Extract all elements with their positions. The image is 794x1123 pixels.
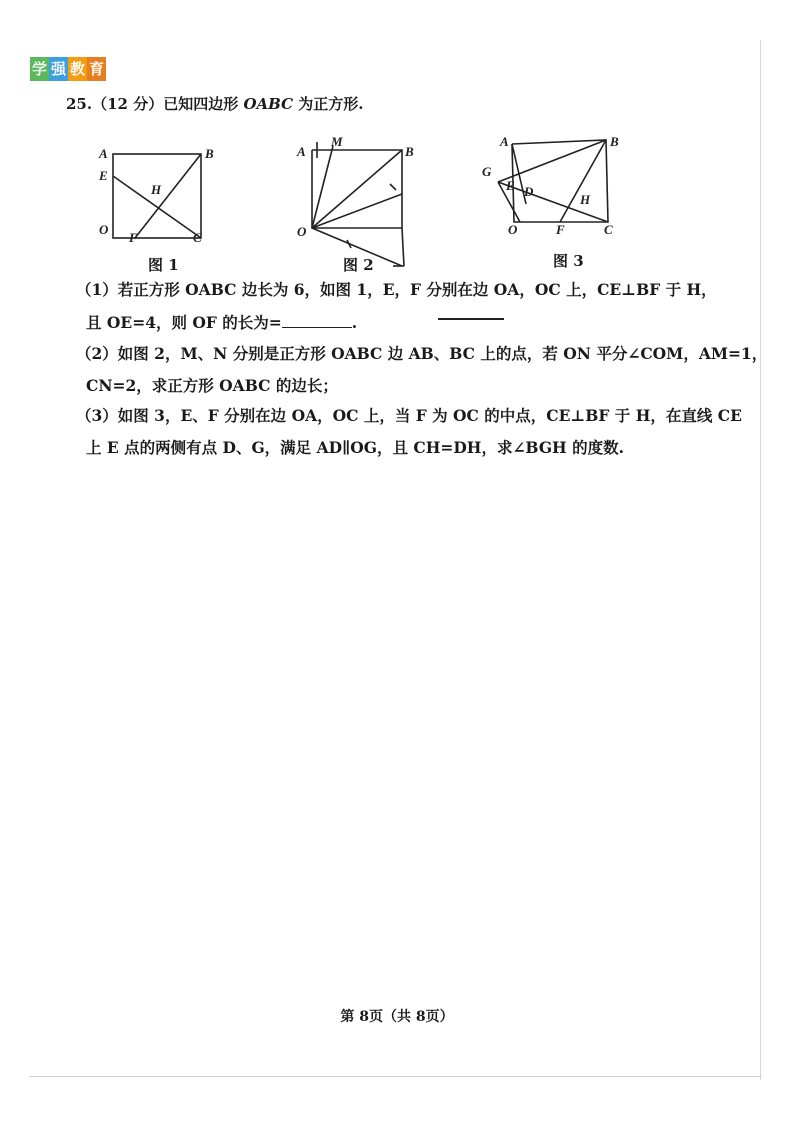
stray-mark — [438, 318, 504, 320]
part1-line1: （1）若正方形 OABC 边长为 6，如图 1，E，F 分别在边 OA，OC 上，CE⊥BF 于 H， — [76, 280, 717, 299]
fig3-label-A: A — [500, 134, 509, 149]
part2-line1: （2）如图 2，M、N 分别是正方形 OABC 边 AB、BC 上的点，若 ON 平分∠COM，AM=1， — [76, 344, 768, 363]
part1-line2-text: 且 OE=4，则 OF 的长为= — [86, 313, 282, 332]
fig1-label-O: O — [99, 222, 109, 237]
fig2-label-B: B — [405, 144, 414, 159]
part2-line2: CN=2，求正方形 OABC 的边长； — [86, 376, 338, 395]
fig2-caption: 图 2 — [343, 256, 374, 274]
fig1-label-F: F — [129, 230, 138, 245]
fig2-line-OB — [312, 150, 402, 228]
fig1-caption: 图 1 — [148, 256, 179, 274]
fig2-label-M: M — [331, 134, 343, 149]
logo-char-2: 强 — [49, 57, 68, 81]
fig3-label-D: D — [524, 184, 534, 199]
fig3-line-GB — [498, 140, 606, 182]
fig2-line-OM — [312, 146, 333, 228]
page-edge-right — [760, 40, 761, 1080]
fig3-label-B: B — [610, 134, 619, 149]
question-stem-prefix: 已知四边形 — [163, 95, 244, 113]
fig2-label-A: A — [297, 144, 306, 159]
logo-char-4: 育 — [87, 57, 106, 81]
brand-logo — [30, 57, 106, 81]
fig3-label-E: E — [506, 178, 515, 193]
question-stem-suffix: 为正方形. — [293, 95, 364, 113]
question-title — [66, 93, 364, 114]
figure-2 — [295, 132, 420, 272]
fig2-tick-1 — [390, 184, 396, 190]
logo-char-1: 学 — [30, 57, 49, 81]
page-edge-bottom — [30, 1076, 762, 1077]
fig3-label-F: F — [556, 222, 565, 237]
fig1-label-H: H — [151, 182, 162, 197]
question-number: 25. — [66, 95, 93, 113]
fig1-label-A: A — [99, 146, 108, 161]
fig1-line-BF — [135, 154, 201, 238]
fig2-side-extend — [402, 228, 404, 266]
part1-line2-end: . — [351, 313, 358, 332]
answer-blank[interactable] — [282, 313, 352, 328]
figure-1 — [95, 140, 220, 250]
fig3-square — [512, 140, 608, 222]
fig3-label-G: G — [482, 164, 492, 179]
part3-line2: 上 E 点的两侧有点 D、G，满足 AD∥OG，且 CH=DH，求∠BGH 的度数. — [86, 438, 624, 457]
fig1-label-C: C — [193, 230, 202, 245]
fig3-label-O: O — [508, 222, 518, 237]
fig1-label-B: B — [205, 146, 214, 161]
page-footer: 第 8页（共 8页） — [340, 1009, 454, 1025]
part1-line2 — [86, 311, 357, 333]
logo-char-3: 教 — [68, 57, 87, 81]
fig3-caption: 图 3 — [553, 252, 584, 270]
part3-line1: （3）如图 3，E、F 分别在边 OA，OC 上，当 F 为 OC 的中点，CE⊥BF 于 H，在直线 CE — [76, 406, 742, 425]
fig3-label-C: C — [604, 222, 613, 237]
question-stem-var: OABC — [243, 95, 294, 113]
question-points: （12 分） — [92, 95, 164, 113]
figure-3 — [480, 130, 625, 240]
fig2-label-O: O — [297, 224, 307, 239]
fig3-label-H: H — [580, 192, 591, 207]
fig3-line-BF — [560, 140, 606, 222]
fig1-label-E: E — [99, 168, 108, 183]
fig2-line-ON — [312, 194, 402, 228]
